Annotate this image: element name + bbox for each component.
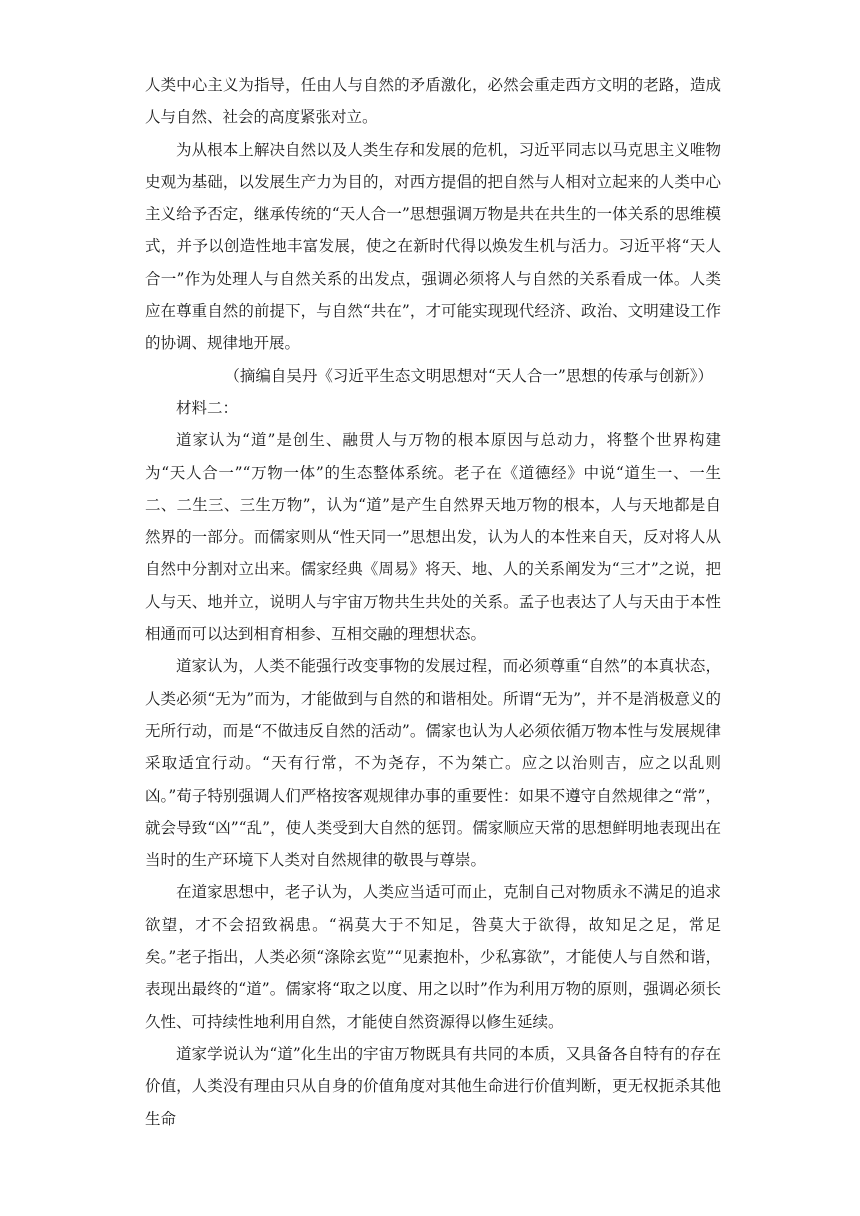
paragraph-value-of-life: 道家学说认为“道”化生出的宇宙万物既具有共同的本质，又具备各自特有的存在价值，人类没有理由只从自身的价值角度对其他生命进行价值判断，更无权扼杀其他生命 (145, 1044, 721, 1128)
source-citation: （摘编自吴丹《习近平生态文明思想对“天人合一”思想的传承与创新》） (224, 366, 713, 385)
paragraph-zhizu: 在道家思想中，老子认为，人类应当适可而止，克制自己对物质永不满足的追求欲望，才不会招致祸患。“祸莫大于不知足，咎莫大于欲得，故知足之足，常足矣。”老子指出，人类必须“涤除玄览”“见素抱朴，少私寡欲”，才能使人与自然和谐，表现出最终的“道”。儒家将“取之以度、用之以时”作为利用万物的原则，强调必须长久性、可持续性地利用自然，才能使自然资源得以修生延续。 (145, 883, 721, 1031)
paragraph-xi-tianrenheyi: 为从根本上解决自然以及人类生存和发展的危机，习近平同志以马克思主义唯物史观为基础，以发展生产力为目的，对西方提倡的把自然与人相对立起来的人类中心主义给予否定，继承传统的“天人合一”思想强调万物是共在共生的一体关系的思维模式，并予以创造性地丰富发展，使之在新时代得以焕发生机与活力。习近平将“天人合一”作为处理人与自然关系的出发点，强调必须将人与自然的关系看成一体。人类应在尊重自然的前提下，与自然“共在”，才可能实现现代经济、政治、文明建设工作的协调、规律地开展。 (145, 140, 721, 353)
paragraph-continuation: 人类中心主义为指导，任由人与自然的矛盾激化，必然会重走西方文明的老路，造成人与自然、社会的高度紧张对立。 (145, 76, 721, 127)
document-body (145, 69, 721, 1135)
paragraph-wuwei: 道家认为，人类不能强行改变事物的发展过程，而必须尊重“自然”的本真状态，人类必须“无为”而为，才能做到与自然的和谐相处。所谓“无为”，并不是消极意义的无所行动，而是“不做违反自然的活动”。儒家也认为人必须依循万物本性与发展规律采取适宜行动。“天有行常，不为尧存，不为桀亡。应之以治则吉，应之以乱则凶。”荀子特别强调人们严格按客观规律办事的重要性：如果不遵守自然规律之“常”，就会导致“凶”“乱”，使人类受到大自然的惩罚。儒家顺应天常的思想鲜明地表现出在当时的生产环境下人类对自然规律的敬畏与尊崇。 (145, 657, 721, 870)
section-heading-material-two: 材料二： (176, 398, 239, 417)
paragraph-dao-integration: 道家认为“道”是创生、融贯人与万物的根本原因与总动力，将整个世界构建为“天人合一”“万物一体”的生态整体系统。老子在《道德经》中说“道生一、一生二、二生三、三生万物”，认为“道”是产生自然界天地万物的根本，人与天地都是自然界的一部分。而儒家则从“性天同一”思想出发，认为人的本性来自天，反对将人从自然中分割对立出来。儒家经典《周易》将天、地、人的关系阐发为“三才”之说，把人与天、地并立，说明人与宇宙万物共生共处的关系。孟子也表达了人与天由于本性相通而可以达到相育相参、互相交融的理想状态。 (145, 431, 721, 644)
